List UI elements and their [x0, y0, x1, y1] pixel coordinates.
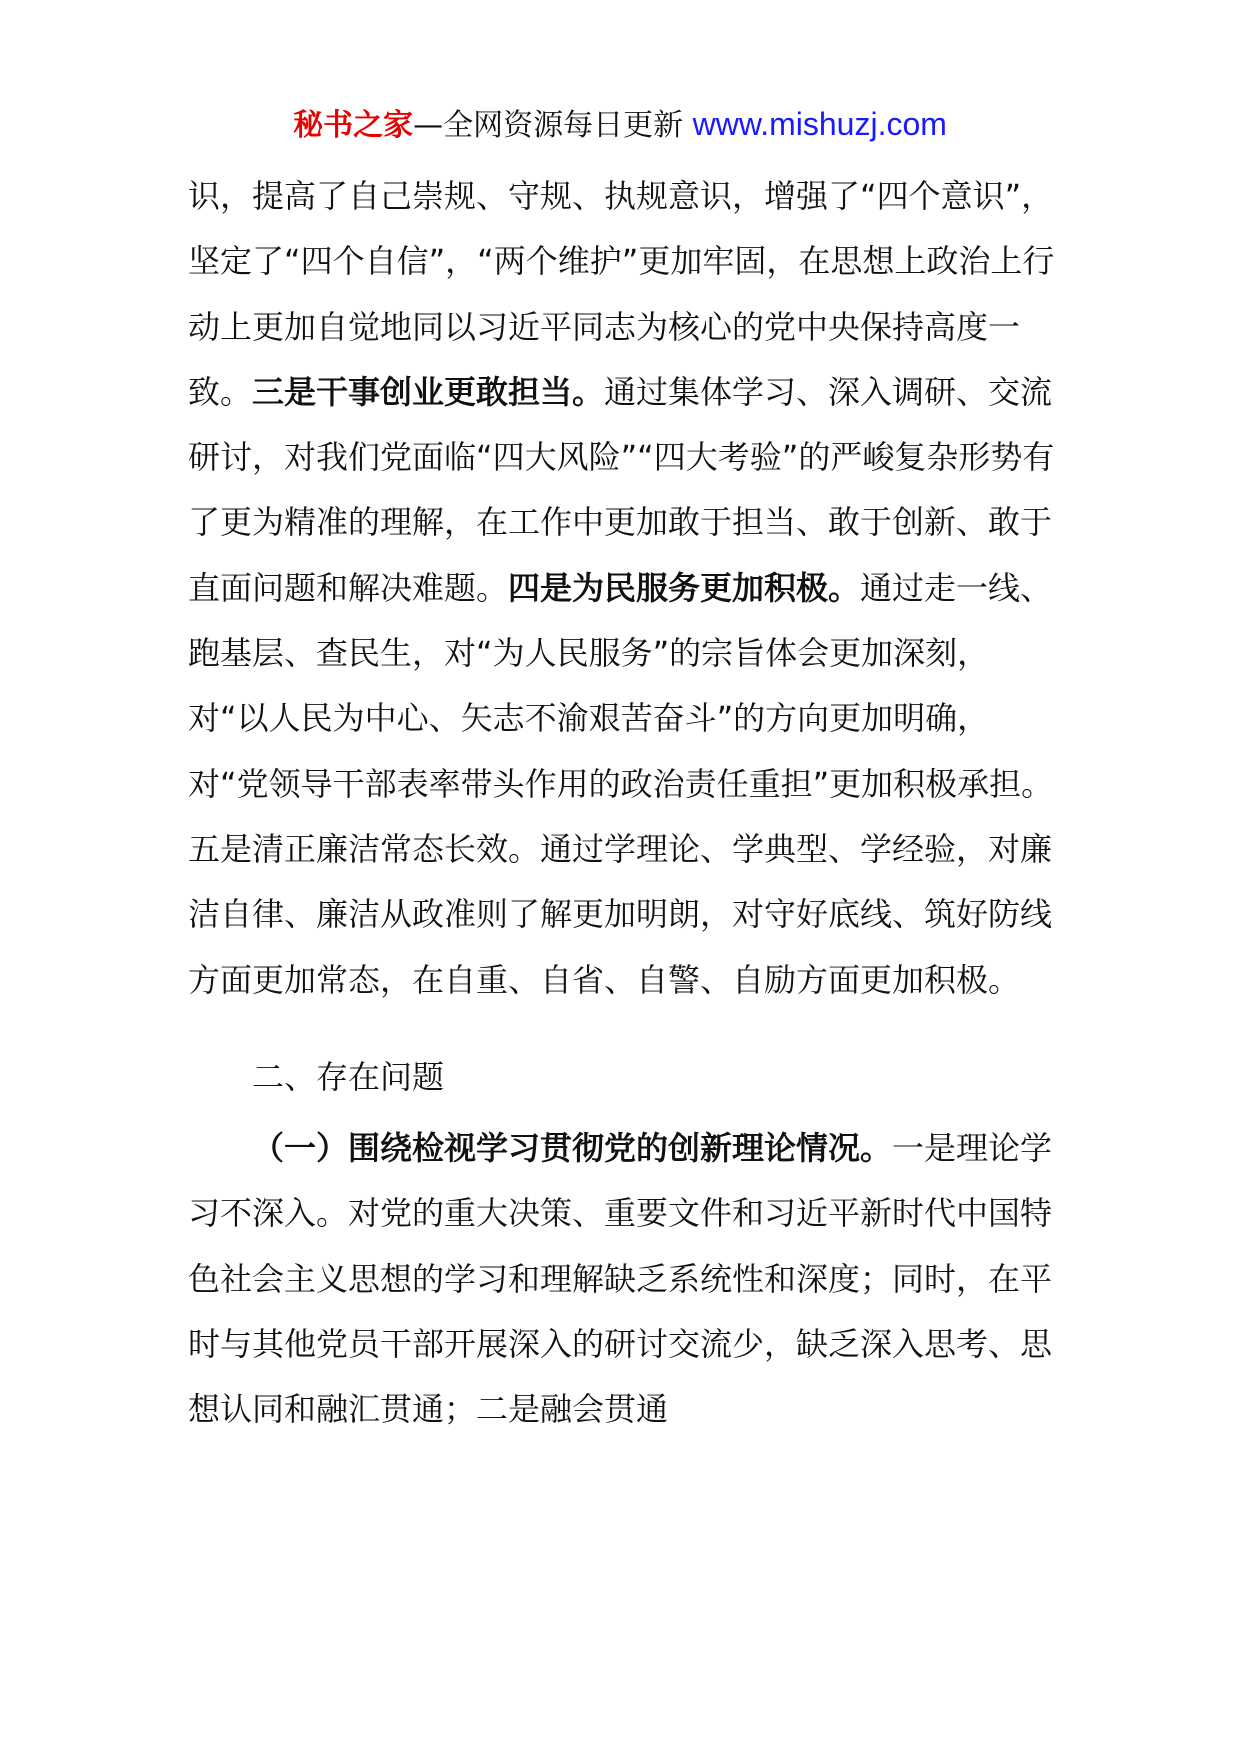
paragraph-problems: [188, 1116, 1058, 1442]
section-title: 二、存在问题: [252, 1057, 445, 1096]
bold-heading-four: 四是为民服务更加积极。: [508, 568, 861, 607]
bold-subsection-title: （一）围绕检视学习贯彻党的创新理论情况。: [252, 1129, 893, 1168]
document-body: [188, 164, 1058, 1443]
paragraph-achievements: [188, 164, 1058, 1013]
bold-heading-three: 三是干事创业更敢担当。: [252, 372, 605, 411]
paragraph-text: 通过集体学习、深入调研、交流研讨，对我们党面临“四大风险”“四大考验”的严峻复杂形势有了更为精准的理解，在工作中更加敢于担当、敢于创新、敢于直面问题和解决难题。: [188, 372, 1055, 607]
paragraph-text: 识，提高了自己崇规、守规、执规意识，增强了“四个意识”，坚定了“四个自信”，“两个维护”更加牢固，在思想上政治上行动上更加自觉地同以习近平同志为核心的党中央保持高度一致。: [188, 177, 1055, 411]
paragraph-text: 一是理论学习不深入。对党的重大决策、重要文件和习近平新时代中国特色社会主义思想的学习和理解缺乏系统性和深度；同时，在平时与其他党员干部开展深入的研讨交流少，缺乏深入思考、思想认同和融汇贯通；二是融会贯通: [188, 1129, 1053, 1429]
paragraph-text: 通过走一线、跑基层、查民生，对“为人民服务”的宗旨体会更加深刻，对“以人民为中心、矢志不渝艰苦奋斗”的方向更加明确，对“党领导干部表率带头作用的政治责任重担”更加积极承担。五是清正廉洁常态长效。通过学理论、学典型、学经验，对廉洁自律、廉洁从政准则了解更加明朗，对守好底线、筑好防线方面更加常态，在自重、自省、自警、自励方面更加积极。: [188, 568, 1054, 999]
brand-name: 秘书之家: [293, 108, 414, 143]
header-slogan: —全网资源每日更新: [413, 108, 693, 143]
watermark-header: [0, 101, 1240, 149]
website-link[interactable]: www.mishuzj.com: [692, 106, 947, 142]
